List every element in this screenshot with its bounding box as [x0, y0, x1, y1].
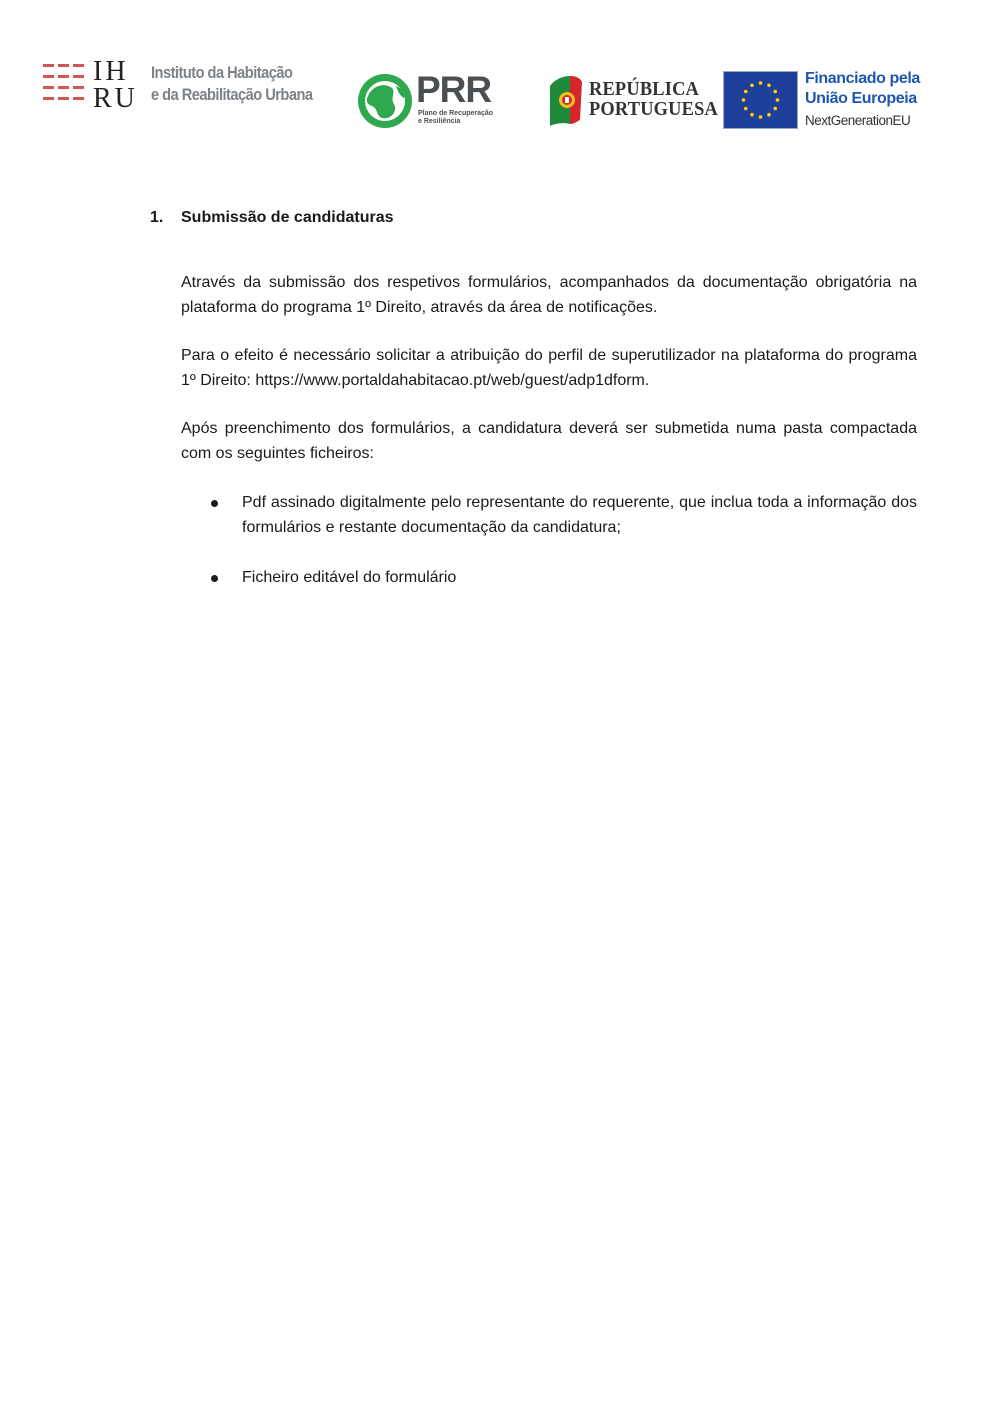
ihru-logo: [43, 58, 318, 116]
eu-line-3: NextGenerationEU: [805, 113, 911, 128]
prr-title: PRR: [416, 69, 492, 110]
eu-star-icon: [759, 115, 763, 119]
eu-funding-logo: [722, 70, 922, 130]
republica-portuguesa-logo: [546, 74, 718, 128]
eu-star-icon: [744, 90, 748, 94]
eu-star-icon: [773, 90, 777, 94]
list-item-text: Pdf assinado digitalmente pelo representante do requerente, que inclua toda a informação dos formulários e restante documentação da candidatura;: [242, 494, 917, 536]
eu-flag-icon: [723, 71, 798, 129]
section-number: 1.: [150, 209, 164, 226]
eu-star-icon: [750, 83, 754, 87]
section-heading: [150, 209, 394, 227]
paragraph: Através da submissão dos respetivos formulários, acompanhados da documentação obrigatória na plataforma do programa 1º Direito, através da área de notificações.: [181, 274, 917, 316]
ihru-dash-mark: [43, 64, 87, 108]
eu-star-icon: [742, 98, 746, 102]
republica-portuguesa-text: REPÚBLICA PORTUGUESA: [589, 78, 718, 120]
eu-star-icon: [776, 98, 780, 102]
prr-subtitle: Plano de Recuperação e Resiliência: [418, 110, 494, 125]
eu-star-icon: [767, 83, 771, 87]
eu-line-1: Financiado pela: [805, 70, 920, 87]
paragraph: Após preenchimento dos formulários, a candidatura deverá ser submetida numa pasta compactada com os seguintes ficheiros:: [181, 420, 917, 462]
bullet-icon: [211, 575, 218, 582]
prr-logo: [356, 69, 521, 132]
eu-line-2: União Europeia: [805, 90, 917, 107]
section-title: Submissão de candidaturas: [181, 209, 394, 226]
eu-star-icon: [773, 107, 777, 111]
prr-globe-icon: [356, 72, 414, 130]
bullet-icon: [211, 500, 218, 507]
eu-star-icon: [750, 113, 754, 117]
eu-star-icon: [759, 81, 763, 85]
ihru-name: Instituto da Habitação e da Reabilitação Urbana: [151, 63, 313, 104]
paragraph: Para o efeito é necessário solicitar a atribuição do perfil de superutilizador na plataforma do programa 1º Direito: https://www.portaldahabitacao.pt/web/guest/adp1dform.: [181, 347, 917, 389]
eu-star-icon: [767, 113, 771, 117]
ihru-monogram: IH RU: [93, 56, 138, 114]
eu-star-icon: [744, 107, 748, 111]
list-item-text: Ficheiro editável do formulário: [242, 569, 457, 586]
portugal-flag-icon: [546, 74, 586, 128]
